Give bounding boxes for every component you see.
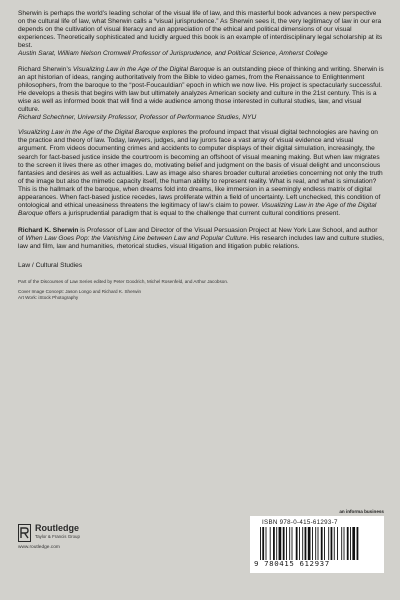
barcode-panel	[250, 516, 384, 573]
publisher-name: Routledge	[35, 523, 79, 533]
desc-book-title-2: Visualizing Law in the Age of the Digital Baroque	[18, 202, 377, 218]
review-attribution-1: Austin Sarat, William Nelson Cromwell Professor of Jurisprudence, and Political Science, Amherst College	[18, 50, 328, 58]
back-cover-text	[18, 10, 384, 300]
isbn-barcode-block	[250, 509, 384, 573]
review-blurb-2	[18, 66, 384, 115]
bio-book-title: When Law Goes Pop: the Vanishing Line between Law and Popular Culture	[25, 235, 247, 243]
publisher-logo	[18, 522, 138, 582]
routledge-r-icon	[18, 524, 31, 542]
book-description	[18, 129, 384, 218]
author-bio	[18, 227, 384, 251]
blurb2-book-title: Visualizing Law in the Age of the Digital Baroque	[72, 65, 215, 73]
series-note: Part of the Discourses of Law Series edited by Peter Goodrich, Michel Rosenfeld, and Arthur Jacobson.	[18, 278, 229, 284]
desc-book-title: Visualizing Law in the Age of the Digital Baroque	[18, 129, 160, 137]
cover-concept-credit: Cover Image Concept: Jason Longo and Richard K. Sherwin	[18, 289, 142, 295]
publisher-url[interactable]: www.routledge.com	[18, 545, 60, 550]
publisher-group: Taylor & Francis Group	[35, 534, 80, 539]
review-blurb-1: Sherwin is perhaps the world’s leading scholar of the visual life of law, and this masterful book advances a new perspective on the cultural life of law, what Sherwin calls a “visual jurisprudence.” As Sherwin sees it, the very legitimacy of law in our era depends on the cultivation of visual literacy and an appreciation of the ethical and political dimensions of our visual experiences. Theoretically sophisticated and lucidly argued this book is an example of interdisciplinary legal scholarship at its best.	[18, 10, 383, 50]
author-name: Richard K. Sherwin	[18, 227, 79, 235]
barcode-icon	[260, 527, 378, 560]
isbn-label: ISBN 978-0-415-61293-7	[262, 519, 338, 526]
subject-category: Law / Cultural Studies	[18, 261, 83, 269]
review-attribution-2: Richard Schechner, University Professor, Professor of Performance Studies, NYU	[18, 114, 257, 122]
barcode-digits: 9 780415 612937	[254, 559, 330, 568]
bio-end: . His research includes law and culture studies, law and film, law and humanities, rhetorical studies, visual litigation and litigation public relations.	[18, 235, 384, 251]
desc-end: offers a jurisprudential paradigm that is equal to the challenge that current cultural conditions present.	[42, 210, 341, 218]
art-work-credit: Art Work: iStock Photography	[18, 294, 79, 300]
desc-body: explores the profound impact that visual digital technologies are having on the practice and theory of law. Today, lawyers, judges, and lay jurors face a vast array of visual evidence and visual argument. From videos documenting crimes and accidents to computer displays of their digital simulation, increasingly, the search for fact-based justice inside the courtroom is becoming an offshoot of visual meaning making. But when law migrates to the screen it lives there as other images do, motivating belief and judgment on the basis of visual delight and unconscious fantasies and desires as well as actualities. Law as image also shares broader cultural anxieties concerning not only the truth of the image but also the mimetic capacity itself, the human ability to represent reality. What is real, and what is simulation? This is the hallmark of the baroque, when dreams fold into dreams, like immersion in a seemingly endless matrix of digital appearances. When fact-based justice recedes, laws proliferate within a field of uncertainty. Left unchecked, this condition of ontological and ethical uneasiness threatens the legitimacy of law’s claim to power.	[18, 129, 383, 210]
blurb2-body: is an outstanding piece of thinking and writing. Sherwin is an apt historian of ideas, ranging authoritatively from the Bible to video games, from the Renaissance to Enlightenment philosophers, from the baroque to the “post-Foucauldian” epoch in which we now live. His project is spectacularly successful. He develops a thesis that begins with law but ultimately analyzes American society and culture in the 21st century. This is a wise as well as informed book that will find a wide audience among those interested in cultural studies, law, and visual culture.	[18, 65, 384, 114]
informa-brand: an informa business	[339, 509, 384, 514]
blurb2-lead: Richard Sherwin’s	[18, 65, 73, 73]
bio-mid: is Professor of Law and Director of the Visual Persuasion Project at New York Law School, and author of	[18, 227, 378, 243]
cover-footer	[18, 509, 384, 592]
